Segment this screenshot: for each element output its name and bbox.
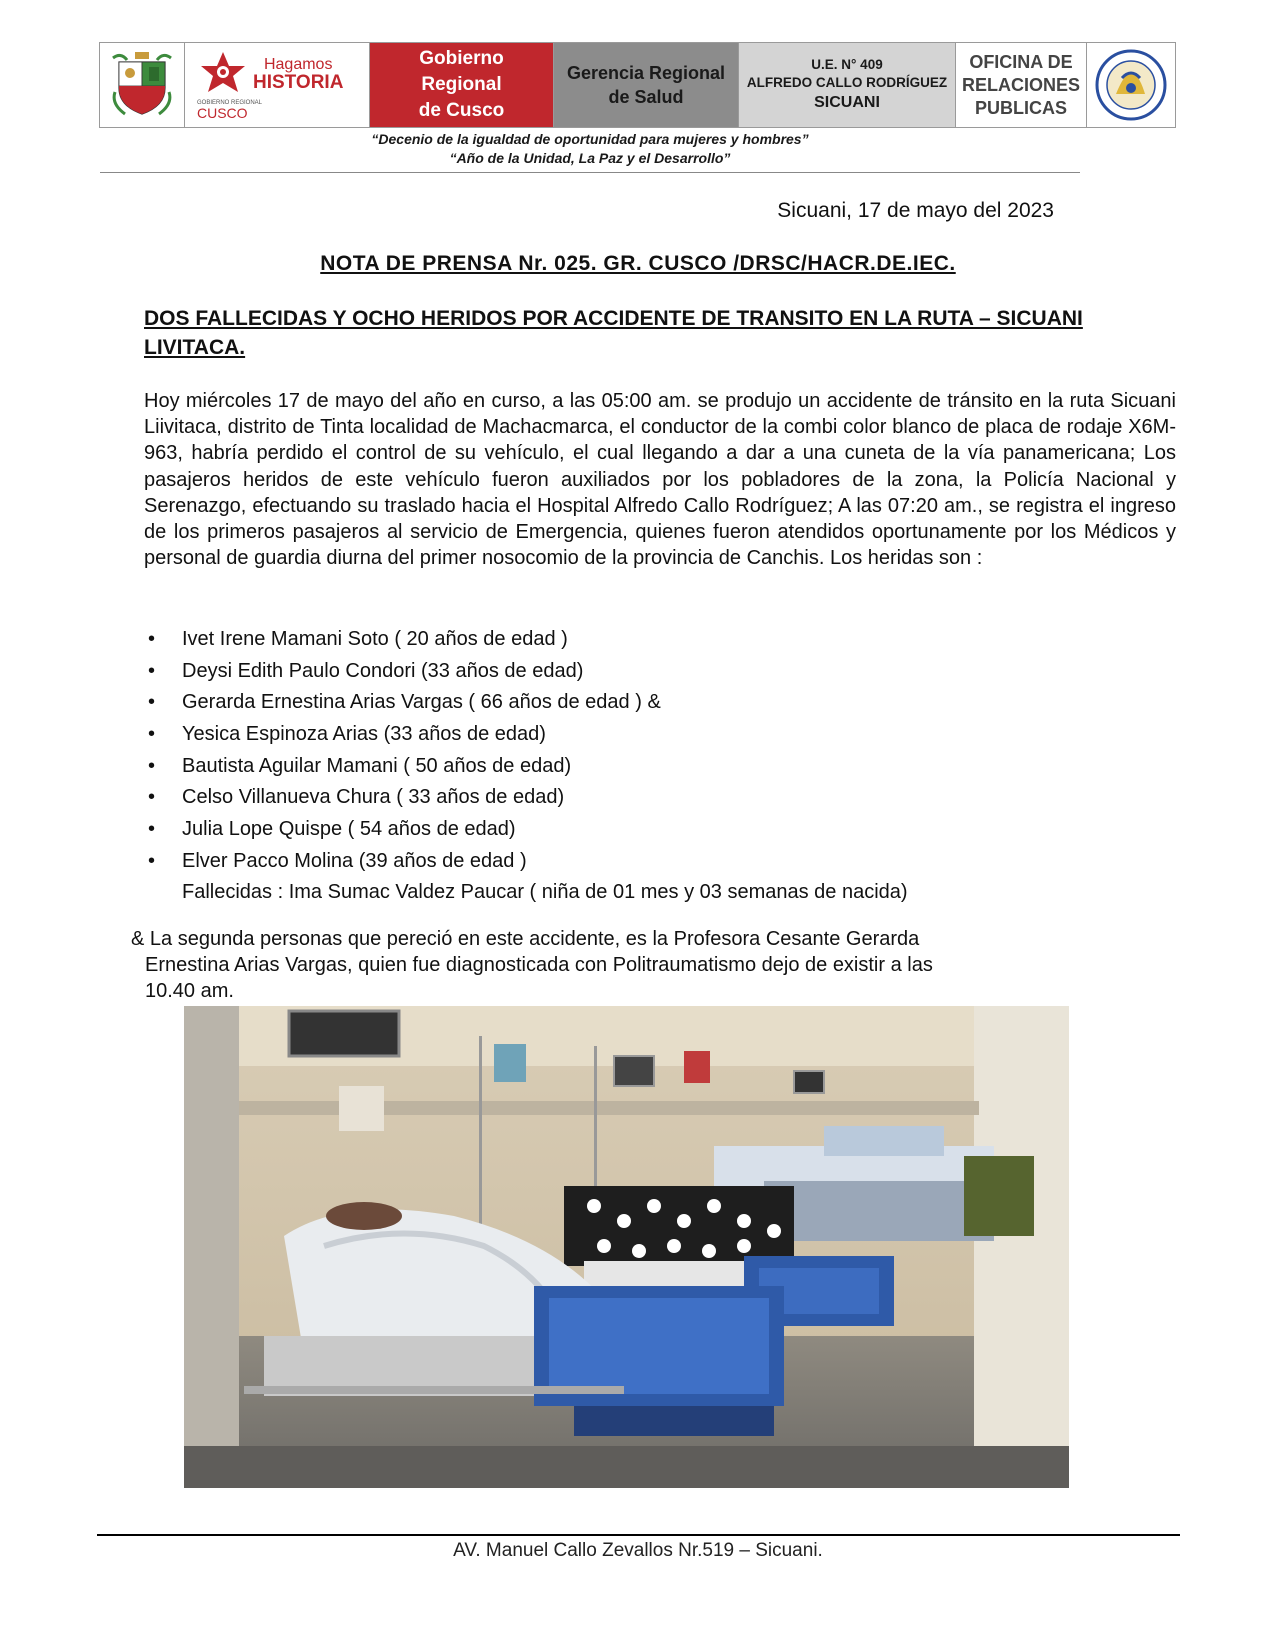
historia-text: HISTORIA	[253, 72, 344, 93]
bullet-icon: •	[148, 723, 156, 746]
slogan-line-2: “Año de la Unidad, La Paz y el Desarrollo”	[449, 150, 731, 166]
slogan-line-1: “Decenio de la igualdad de oportunidad para mujeres y hombres”	[371, 131, 809, 147]
gobierno-regional-small-text: GOBIERNO REGIONAL	[197, 100, 263, 106]
letterhead	[99, 42, 1176, 128]
list-item: • Ivet Irene Mamani Soto ( 20 años de edad )	[148, 624, 661, 656]
bullet-icon: •	[148, 818, 156, 841]
hagamos-historia-logo	[185, 43, 370, 127]
ue-line-2: ALFREDO CALLO RODRÍGUEZ	[746, 75, 948, 90]
list-item: • Yesica Espinoza Arias (33 años de edad)	[148, 719, 661, 751]
ue-line-1: U.E. N° 409	[811, 57, 883, 72]
list-item: • Bautista Aguilar Mamani ( 50 años de edad)	[148, 751, 661, 783]
ofi-line-3: PUBLICAS	[974, 97, 1067, 118]
gob-line-1: Gobierno	[419, 48, 504, 69]
footer-divider	[97, 1534, 1180, 1536]
note-line-3: 10.40 am.	[145, 980, 234, 1002]
bullet-icon: •	[148, 849, 156, 872]
bullet-icon: •	[148, 659, 156, 682]
cusco-star-icon	[197, 50, 249, 98]
gerencia-regional-cell	[554, 43, 739, 127]
list-item: • Julia Lope Quispe ( 54 años de edad)	[148, 814, 661, 846]
hospital-ward-photo	[184, 1006, 1069, 1488]
gobierno-regional-cell	[370, 43, 554, 127]
gob-line-3: de Cusco	[418, 100, 505, 121]
list-item: • Deysi Edith Paulo Condori (33 años de edad)	[148, 656, 661, 688]
list-item: • Gerarda Ernestina Arias Vargas ( 66 años de edad ) &	[148, 687, 661, 719]
unidad-ejecutora-cell	[739, 43, 956, 127]
ofi-line-1: OFICINA DE	[969, 51, 1073, 72]
bullet-icon: •	[148, 786, 156, 809]
second-deceased-note	[131, 926, 933, 1004]
ger-line-2: de Salud	[608, 87, 684, 107]
deceased-line: Fallecidas : Ima Sumac Valdez Paucar ( niña de 01 mes y 03 semanas de nacida)	[182, 881, 908, 903]
document-date: Sicuani, 17 de mayo del 2023	[777, 199, 1054, 222]
header-divider	[100, 172, 1080, 173]
ofi-line-2: RELACIONES	[961, 74, 1080, 95]
cusco-logo-text: CUSCO	[197, 105, 248, 121]
hagamos-text: Hagamos	[263, 56, 333, 73]
gerencia-salud-seal-logo	[1087, 43, 1175, 127]
ger-line-1: Gerencia Regional	[566, 63, 726, 83]
bullet-icon: •	[148, 691, 156, 714]
ue-line-3: SICUANI	[814, 94, 880, 111]
press-note-title: NOTA DE PRENSA Nr. 025. GR. CUSCO /DRSC/HACR.DE.IEC.	[320, 252, 956, 275]
gob-line-2: Regional	[421, 74, 502, 95]
note-line-2: Ernestina Arias Vargas, quien fue diagnosticada con Politraumatismo dejo de existir a las	[145, 954, 933, 976]
body-paragraph: Hoy miércoles 17 de mayo del año en curso, a las 05:00 am. se produjo un accidente de tránsito en la ruta Sicuani Liivitaca, distrito de Tinta localidad de Machacmarca, el conductor de la combi color blanco de placa de rodaje X6M-963, habría perdido el control de su vehículo, el cual llegando a dar a una cuneta de la vía panamericana; Los pasajeros heridos de este vehículo fueron auxiliados por los pobladores de la zona, la Policía Nacional y Serenazgo, efectuando su traslado hacia el Hospital Alfredo Callo Rodríguez; A las 07:20 am., se registra el ingreso de los primeros pasajeros al servicio de Emergencia, quienes fueron atendidos oportunamente por los Médicos y personal de guardia diurna del primer nosocomio de la provincia de Canchis. Los heridas son :	[144, 390, 1176, 570]
list-item: • Celso Villanueva Chura ( 33 años de edad)	[148, 782, 661, 814]
footer-address: AV. Manuel Callo Zevallos Nr.519 – Sicuani.	[453, 1540, 823, 1561]
bullet-icon: •	[148, 628, 156, 650]
peru-coat-of-arms-logo	[100, 43, 185, 127]
injured-list	[148, 624, 661, 878]
oficina-relaciones-cell	[956, 43, 1087, 127]
note-line-1: & La segunda personas que pereció en este accidente, es la Profesora Cesante Gerarda	[131, 928, 920, 950]
bullet-icon: •	[148, 754, 156, 777]
headline: DOS FALLECIDAS Y OCHO HERIDOS POR ACCIDENTE DE TRANSITO EN LA RUTA – SICUANI LIVITACA.	[144, 307, 1083, 359]
list-item: • Elver Pacco Molina (39 años de edad )	[148, 846, 661, 878]
